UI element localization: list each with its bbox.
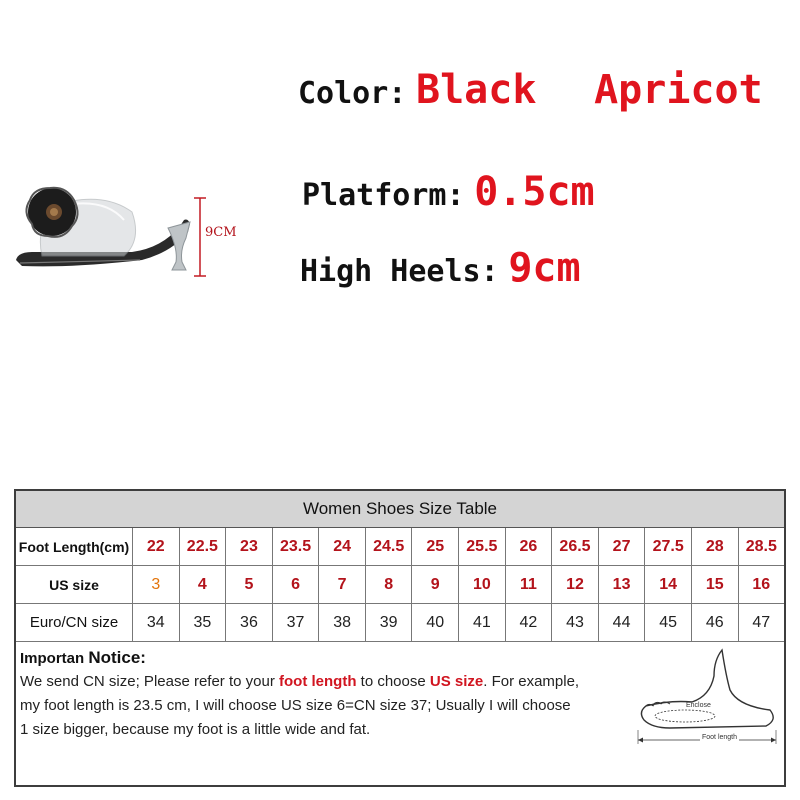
table-cell: 34 (133, 604, 180, 641)
highlight-us-size: US size (429, 673, 484, 690)
table-cell: 46 (692, 604, 739, 641)
table-cell: 11 (506, 566, 553, 603)
table-cell: 5 (226, 566, 273, 603)
table-cell: 23 (226, 528, 273, 565)
notice-title-prefix: Importan (20, 650, 89, 667)
color-label: Color: (298, 76, 407, 111)
table-cell: 41 (459, 604, 506, 641)
table-cell: 9 (412, 566, 459, 603)
notice-text-line: 1 size bigger, because my foot is a little wide and fat. (20, 721, 371, 738)
table-cell: 13 (599, 566, 646, 603)
table-cell: 10 (459, 566, 506, 603)
table-cell: 3 (133, 566, 180, 603)
notice-title-main: Notice: (88, 648, 146, 667)
table-title: Women Shoes Size Table (16, 491, 784, 528)
size-table (14, 489, 786, 787)
table-cell: 44 (599, 604, 646, 641)
row-header: Euro/CN size (16, 604, 133, 641)
foot-length-label: Foot length (702, 734, 738, 741)
notice-text-part: We send CN size; Please refer to your (20, 673, 279, 690)
table-cell: 25.5 (459, 528, 506, 565)
table-cell: 14 (645, 566, 692, 603)
table-cell: 42 (506, 604, 553, 641)
flower-ornament (26, 188, 77, 237)
platform-spec (302, 169, 595, 215)
table-cell: 37 (273, 604, 320, 641)
table-cell: 25 (412, 528, 459, 565)
notice-text-line: my foot length is 23.5 cm, I will choose US size 6=CN size 37; Usually I will choose (20, 697, 571, 714)
table-cell: 28 (692, 528, 739, 565)
color-value-black: Black (416, 67, 537, 113)
table-cell: 24 (319, 528, 366, 565)
notice-text-part: to choose (356, 673, 430, 690)
table-cell: 22.5 (180, 528, 227, 565)
table-cell: 4 (180, 566, 227, 603)
highlight-foot-length: foot length (279, 673, 357, 690)
table-cell: 27 (599, 528, 646, 565)
table-cell: 23.5 (273, 528, 320, 565)
table-cell: 43 (552, 604, 599, 641)
table-cell: 24.5 (366, 528, 413, 565)
heel-spec (300, 245, 581, 291)
euro-cn-size-row (16, 604, 784, 642)
enclose-label: Enclose (686, 702, 711, 709)
table-cell: 7 (319, 566, 366, 603)
table-cell: 6 (273, 566, 320, 603)
heel-measure-label: 9CM (205, 225, 237, 240)
row-header: Foot Length(cm) (16, 528, 133, 565)
platform-label: Platform: (302, 178, 465, 213)
notice-section (16, 642, 784, 742)
heel-value: 9cm (508, 245, 581, 291)
color-spec (298, 67, 763, 113)
table-cell: 36 (226, 604, 273, 641)
foot-length-row (16, 528, 784, 566)
table-cell: 8 (366, 566, 413, 603)
table-cell: 28.5 (745, 537, 777, 555)
table-cell: 47 (752, 613, 771, 631)
row-header: US size (16, 566, 133, 603)
notice-text (20, 670, 630, 742)
table-cell: 27.5 (645, 528, 692, 565)
us-size-row (16, 566, 784, 604)
table-cell: 45 (645, 604, 692, 641)
heel-label: High Heels: (300, 254, 499, 289)
table-cell: 39 (366, 604, 413, 641)
platform-value: 0.5cm (474, 169, 595, 215)
table-cell: 40 (412, 604, 459, 641)
notice-text-part: . For example, (483, 673, 580, 690)
foot-diagram (630, 646, 780, 746)
table-cell: 38 (319, 604, 366, 641)
foot-outline-icon (630, 646, 780, 746)
table-cell: 12 (552, 566, 599, 603)
color-value-apricot: Apricot (594, 67, 763, 113)
table-cell: 26 (506, 528, 553, 565)
table-cell: 15 (692, 566, 739, 603)
table-cell: 26.5 (552, 528, 599, 565)
table-cell: 16 (752, 575, 771, 593)
table-cell: 22 (133, 528, 180, 565)
table-cell: 35 (180, 604, 227, 641)
